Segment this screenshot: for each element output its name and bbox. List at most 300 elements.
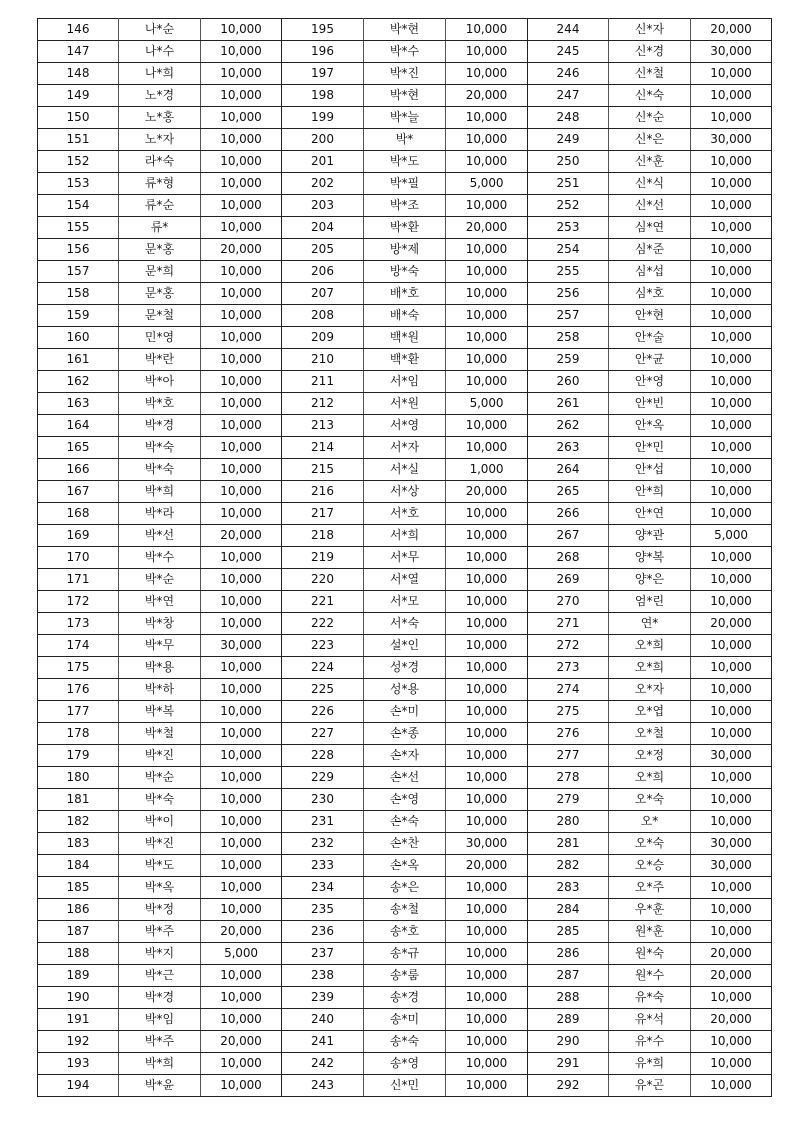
donation-amount-cell: 10,000 (201, 415, 282, 437)
entry-number-cell: 194 (38, 1075, 119, 1097)
entry-number-cell: 284 (528, 899, 609, 921)
entry-number-cell: 274 (528, 679, 609, 701)
entry-number-cell: 270 (528, 591, 609, 613)
donation-amount-cell: 5,000 (201, 943, 282, 965)
entry-number-cell: 181 (38, 789, 119, 811)
table-row (38, 85, 772, 107)
donor-name-cell: 안*현 (609, 305, 691, 327)
donation-amount-cell: 10,000 (691, 767, 772, 789)
entry-number-cell: 291 (528, 1053, 609, 1075)
donor-name-cell: 박*호 (119, 393, 201, 415)
entry-number-cell: 233 (282, 855, 364, 877)
donor-name-cell: 오*자 (609, 679, 691, 701)
entry-number-cell: 289 (528, 1009, 609, 1031)
donation-amount-cell: 20,000 (691, 19, 772, 41)
donation-amount-cell: 10,000 (446, 525, 528, 547)
entry-number-cell: 231 (282, 811, 364, 833)
donation-amount-cell: 20,000 (446, 85, 528, 107)
donor-name-cell: 박*아 (119, 371, 201, 393)
donation-amount-cell: 10,000 (201, 547, 282, 569)
donor-name-cell: 신*선 (609, 195, 691, 217)
donor-name-cell: 신*철 (609, 63, 691, 85)
entry-number-cell: 158 (38, 283, 119, 305)
donor-name-cell: 오*주 (609, 877, 691, 899)
donor-name-cell: 송*은 (364, 877, 446, 899)
donor-name-cell: 박*수 (119, 547, 201, 569)
donor-name-cell: 박*필 (364, 173, 446, 195)
entry-number-cell: 170 (38, 547, 119, 569)
donation-amount-cell: 10,000 (201, 899, 282, 921)
donation-amount-cell: 10,000 (201, 745, 282, 767)
donation-amount-cell: 10,000 (201, 305, 282, 327)
donation-amount-cell: 10,000 (691, 987, 772, 1009)
table-row (38, 877, 772, 899)
donor-name-cell: 설*인 (364, 635, 446, 657)
entry-number-cell: 250 (528, 151, 609, 173)
table-row (38, 393, 772, 415)
donor-name-cell: 손*숙 (364, 811, 446, 833)
donor-name-cell: 박* (364, 129, 446, 151)
entry-number-cell: 190 (38, 987, 119, 1009)
donation-amount-cell: 20,000 (201, 921, 282, 943)
table-row (38, 1031, 772, 1053)
donor-name-cell: 안*균 (609, 349, 691, 371)
donor-name-cell: 신*자 (609, 19, 691, 41)
donation-amount-cell: 10,000 (446, 415, 528, 437)
donation-amount-cell: 10,000 (446, 547, 528, 569)
donation-amount-cell: 10,000 (691, 723, 772, 745)
entry-number-cell: 266 (528, 503, 609, 525)
entry-number-cell: 198 (282, 85, 364, 107)
donation-amount-cell: 10,000 (446, 767, 528, 789)
entry-number-cell: 182 (38, 811, 119, 833)
donation-amount-cell: 1,000 (446, 459, 528, 481)
donor-name-cell: 박*도 (364, 151, 446, 173)
donor-name-cell: 서*임 (364, 371, 446, 393)
donor-name-cell: 박*순 (119, 569, 201, 591)
table-row (38, 63, 772, 85)
donor-name-cell: 백*환 (364, 349, 446, 371)
donor-name-cell: 송*숙 (364, 1031, 446, 1053)
entry-number-cell: 173 (38, 613, 119, 635)
donation-amount-cell: 10,000 (446, 327, 528, 349)
donor-name-cell: 박*진 (364, 63, 446, 85)
donation-amount-cell: 10,000 (201, 1075, 282, 1097)
donor-name-cell: 서*자 (364, 437, 446, 459)
donor-name-cell: 신*경 (609, 41, 691, 63)
donation-amount-cell: 10,000 (691, 591, 772, 613)
donation-amount-cell: 30,000 (691, 41, 772, 63)
entry-number-cell: 235 (282, 899, 364, 921)
donor-name-cell: 오*철 (609, 723, 691, 745)
donation-amount-cell: 10,000 (691, 1031, 772, 1053)
entry-number-cell: 247 (528, 85, 609, 107)
donor-name-cell: 연* (609, 613, 691, 635)
entry-number-cell: 179 (38, 745, 119, 767)
donation-amount-cell: 10,000 (201, 679, 282, 701)
donation-amount-cell: 10,000 (446, 1053, 528, 1075)
donation-amount-cell: 10,000 (691, 371, 772, 393)
entry-number-cell: 154 (38, 195, 119, 217)
donor-name-cell: 안*빈 (609, 393, 691, 415)
entry-number-cell: 227 (282, 723, 364, 745)
donation-amount-cell: 10,000 (446, 943, 528, 965)
donation-amount-cell: 30,000 (201, 635, 282, 657)
table-row (38, 415, 772, 437)
donor-name-cell: 서*열 (364, 569, 446, 591)
entry-number-cell: 259 (528, 349, 609, 371)
donor-name-cell: 양*복 (609, 547, 691, 569)
entry-number-cell: 287 (528, 965, 609, 987)
donation-amount-cell: 10,000 (691, 701, 772, 723)
donor-name-cell: 박*진 (119, 833, 201, 855)
entry-number-cell: 155 (38, 217, 119, 239)
donor-name-cell: 방*제 (364, 239, 446, 261)
donor-name-cell: 서*모 (364, 591, 446, 613)
donation-amount-cell: 10,000 (446, 591, 528, 613)
donor-name-cell: 박*창 (119, 613, 201, 635)
entry-number-cell: 208 (282, 305, 364, 327)
entry-number-cell: 252 (528, 195, 609, 217)
entry-number-cell: 286 (528, 943, 609, 965)
donor-name-cell: 박*수 (364, 41, 446, 63)
donor-name-cell: 유*곤 (609, 1075, 691, 1097)
donor-name-cell: 오*엽 (609, 701, 691, 723)
donation-amount-cell: 10,000 (201, 481, 282, 503)
donor-name-cell: 서*호 (364, 503, 446, 525)
entry-number-cell: 267 (528, 525, 609, 547)
donation-amount-cell: 10,000 (201, 855, 282, 877)
donation-amount-cell: 10,000 (201, 195, 282, 217)
donor-name-cell: 서*숙 (364, 613, 446, 635)
donation-amount-cell: 10,000 (691, 811, 772, 833)
donor-name-cell: 엄*린 (609, 591, 691, 613)
donor-name-cell: 류*형 (119, 173, 201, 195)
donation-amount-cell: 10,000 (691, 261, 772, 283)
donor-name-cell: 류*순 (119, 195, 201, 217)
donor-name-cell: 안*연 (609, 503, 691, 525)
table-row (38, 173, 772, 195)
donation-amount-cell: 10,000 (201, 129, 282, 151)
entry-number-cell: 214 (282, 437, 364, 459)
donor-name-cell: 박*옥 (119, 877, 201, 899)
donor-name-cell: 박*선 (119, 525, 201, 547)
donor-name-cell: 송*호 (364, 921, 446, 943)
donor-name-cell: 신*훈 (609, 151, 691, 173)
donor-name-cell: 백*원 (364, 327, 446, 349)
entry-number-cell: 221 (282, 591, 364, 613)
table-row (38, 107, 772, 129)
donor-name-cell: 송*미 (364, 1009, 446, 1031)
donation-amount-cell: 10,000 (446, 371, 528, 393)
donation-amount-cell: 10,000 (691, 1053, 772, 1075)
entry-number-cell: 245 (528, 41, 609, 63)
donor-name-cell: 박*윤 (119, 1075, 201, 1097)
entry-number-cell: 206 (282, 261, 364, 283)
table-row (38, 327, 772, 349)
entry-number-cell: 164 (38, 415, 119, 437)
entry-number-cell: 241 (282, 1031, 364, 1053)
entry-number-cell: 209 (282, 327, 364, 349)
table-row (38, 239, 772, 261)
entry-number-cell: 226 (282, 701, 364, 723)
entry-number-cell: 186 (38, 899, 119, 921)
donation-amount-cell: 10,000 (691, 437, 772, 459)
donor-name-cell: 박*숙 (119, 789, 201, 811)
donation-amount-cell: 10,000 (201, 833, 282, 855)
donation-amount-cell: 20,000 (446, 855, 528, 877)
donation-amount-cell: 30,000 (691, 745, 772, 767)
donor-name-cell: 박*임 (119, 1009, 201, 1031)
donation-amount-cell: 10,000 (691, 173, 772, 195)
table-row (38, 987, 772, 1009)
entry-number-cell: 238 (282, 965, 364, 987)
entry-number-cell: 188 (38, 943, 119, 965)
donation-amount-cell: 10,000 (446, 437, 528, 459)
entry-number-cell: 246 (528, 63, 609, 85)
entry-number-cell: 249 (528, 129, 609, 151)
table-row (38, 481, 772, 503)
donor-name-cell: 민*영 (119, 327, 201, 349)
donation-amount-cell: 10,000 (446, 745, 528, 767)
donation-amount-cell: 10,000 (691, 217, 772, 239)
donor-name-cell: 박*진 (119, 745, 201, 767)
donation-amount-cell: 10,000 (446, 151, 528, 173)
table-row (38, 855, 772, 877)
donor-name-cell: 박*환 (364, 217, 446, 239)
donor-name-cell: 오* (609, 811, 691, 833)
entry-number-cell: 200 (282, 129, 364, 151)
table-row (38, 547, 772, 569)
donation-amount-cell: 10,000 (201, 371, 282, 393)
donation-amount-cell: 10,000 (201, 789, 282, 811)
donation-amount-cell: 10,000 (201, 173, 282, 195)
donor-name-cell: 박*도 (119, 855, 201, 877)
donation-amount-cell: 10,000 (201, 701, 282, 723)
entry-number-cell: 177 (38, 701, 119, 723)
donor-name-cell: 박*근 (119, 965, 201, 987)
donor-name-cell: 문*홍 (119, 239, 201, 261)
donor-name-cell: 서*상 (364, 481, 446, 503)
donation-amount-cell: 10,000 (446, 987, 528, 1009)
donation-amount-cell: 10,000 (446, 811, 528, 833)
donor-name-cell: 성*용 (364, 679, 446, 701)
donor-name-cell: 박*정 (119, 899, 201, 921)
donor-name-cell: 박*조 (364, 195, 446, 217)
entry-number-cell: 234 (282, 877, 364, 899)
entry-number-cell: 174 (38, 635, 119, 657)
entry-number-cell: 196 (282, 41, 364, 63)
entry-number-cell: 160 (38, 327, 119, 349)
table-row (38, 613, 772, 635)
entry-number-cell: 185 (38, 877, 119, 899)
entry-number-cell: 230 (282, 789, 364, 811)
entry-number-cell: 220 (282, 569, 364, 591)
donor-name-cell: 신*은 (609, 129, 691, 151)
entry-number-cell: 151 (38, 129, 119, 151)
donor-name-cell: 박*하 (119, 679, 201, 701)
entry-number-cell: 216 (282, 481, 364, 503)
donor-name-cell: 신*민 (364, 1075, 446, 1097)
entry-number-cell: 153 (38, 173, 119, 195)
entry-number-cell: 203 (282, 195, 364, 217)
donor-name-cell: 심*연 (609, 217, 691, 239)
donation-amount-cell: 10,000 (446, 877, 528, 899)
table-row (38, 261, 772, 283)
donation-amount-cell: 10,000 (201, 349, 282, 371)
donor-name-cell: 성*경 (364, 657, 446, 679)
table-row (38, 745, 772, 767)
entry-number-cell: 197 (282, 63, 364, 85)
donation-amount-cell: 10,000 (201, 327, 282, 349)
table-row (38, 569, 772, 591)
entry-number-cell: 290 (528, 1031, 609, 1053)
donation-amount-cell: 5,000 (446, 393, 528, 415)
donor-name-cell: 박*연 (119, 591, 201, 613)
entry-number-cell: 277 (528, 745, 609, 767)
donor-name-cell: 심*섭 (609, 261, 691, 283)
entry-number-cell: 255 (528, 261, 609, 283)
donation-amount-cell: 10,000 (691, 679, 772, 701)
table-row (38, 459, 772, 481)
entry-number-cell: 219 (282, 547, 364, 569)
entry-number-cell: 202 (282, 173, 364, 195)
donor-name-cell: 원*훈 (609, 921, 691, 943)
donor-name-cell: 유*수 (609, 1031, 691, 1053)
donor-name-cell: 유*석 (609, 1009, 691, 1031)
donation-amount-cell: 10,000 (691, 503, 772, 525)
donor-table (37, 18, 772, 1097)
donation-amount-cell: 10,000 (201, 437, 282, 459)
entry-number-cell: 180 (38, 767, 119, 789)
entry-number-cell: 199 (282, 107, 364, 129)
table-row (38, 657, 772, 679)
table-row (38, 437, 772, 459)
donation-amount-cell: 30,000 (691, 129, 772, 151)
donor-name-cell: 서*희 (364, 525, 446, 547)
donor-name-cell: 류* (119, 217, 201, 239)
donor-name-cell: 박*란 (119, 349, 201, 371)
donor-name-cell: 안*희 (609, 481, 691, 503)
donation-amount-cell: 10,000 (691, 349, 772, 371)
donation-amount-cell: 10,000 (201, 85, 282, 107)
donor-name-cell: 박*복 (119, 701, 201, 723)
donor-name-cell: 안*영 (609, 371, 691, 393)
donor-name-cell: 나*순 (119, 19, 201, 41)
entry-number-cell: 275 (528, 701, 609, 723)
table-row (38, 305, 772, 327)
donor-name-cell: 박*늘 (364, 107, 446, 129)
donation-amount-cell: 10,000 (691, 85, 772, 107)
table-row (38, 591, 772, 613)
donor-name-cell: 박*라 (119, 503, 201, 525)
donor-name-cell: 노*경 (119, 85, 201, 107)
table-row (38, 811, 772, 833)
donation-amount-cell: 10,000 (691, 415, 772, 437)
donation-amount-cell: 10,000 (691, 1075, 772, 1097)
table-row (38, 833, 772, 855)
donor-name-cell: 박*주 (119, 921, 201, 943)
donor-name-cell: 문*홍 (119, 283, 201, 305)
donation-amount-cell: 10,000 (691, 481, 772, 503)
entry-number-cell: 225 (282, 679, 364, 701)
donor-name-cell: 오*승 (609, 855, 691, 877)
donation-amount-cell: 10,000 (691, 107, 772, 129)
table-row (38, 679, 772, 701)
entry-number-cell: 175 (38, 657, 119, 679)
entry-number-cell: 279 (528, 789, 609, 811)
entry-number-cell: 260 (528, 371, 609, 393)
donor-name-cell: 문*희 (119, 261, 201, 283)
entry-number-cell: 167 (38, 481, 119, 503)
donor-name-cell: 박*경 (119, 415, 201, 437)
donation-amount-cell: 10,000 (201, 1053, 282, 1075)
donation-amount-cell: 10,000 (201, 877, 282, 899)
donation-amount-cell: 10,000 (446, 261, 528, 283)
donor-name-cell: 나*수 (119, 41, 201, 63)
entry-number-cell: 253 (528, 217, 609, 239)
entry-number-cell: 244 (528, 19, 609, 41)
entry-number-cell: 282 (528, 855, 609, 877)
entry-number-cell: 273 (528, 657, 609, 679)
table-row (38, 525, 772, 547)
entry-number-cell: 269 (528, 569, 609, 591)
entry-number-cell: 248 (528, 107, 609, 129)
donor-name-cell: 유*희 (609, 1053, 691, 1075)
donor-name-cell: 양*관 (609, 525, 691, 547)
donor-name-cell: 원*숙 (609, 943, 691, 965)
donation-amount-cell: 10,000 (201, 107, 282, 129)
donor-name-cell: 안*옥 (609, 415, 691, 437)
donation-amount-cell: 10,000 (201, 63, 282, 85)
donor-name-cell: 박*무 (119, 635, 201, 657)
donation-amount-cell: 20,000 (201, 1031, 282, 1053)
donor-name-cell: 오*숙 (609, 833, 691, 855)
donor-name-cell: 오*숙 (609, 789, 691, 811)
table-row (38, 701, 772, 723)
donor-name-cell: 박*희 (119, 481, 201, 503)
entry-number-cell: 150 (38, 107, 119, 129)
table-row (38, 723, 772, 745)
entry-number-cell: 163 (38, 393, 119, 415)
donor-name-cell: 손*영 (364, 789, 446, 811)
donor-name-cell: 방*숙 (364, 261, 446, 283)
donation-amount-cell: 10,000 (446, 41, 528, 63)
entry-number-cell: 211 (282, 371, 364, 393)
donor-name-cell: 오*희 (609, 657, 691, 679)
entry-number-cell: 147 (38, 41, 119, 63)
table-row (38, 41, 772, 63)
entry-number-cell: 161 (38, 349, 119, 371)
entry-number-cell: 213 (282, 415, 364, 437)
donor-name-cell: 박*용 (119, 657, 201, 679)
donor-name-cell: 박*지 (119, 943, 201, 965)
donor-name-cell: 양*은 (609, 569, 691, 591)
donation-amount-cell: 10,000 (446, 503, 528, 525)
donation-amount-cell: 10,000 (446, 723, 528, 745)
donation-amount-cell: 30,000 (446, 833, 528, 855)
entry-number-cell: 148 (38, 63, 119, 85)
entry-number-cell: 183 (38, 833, 119, 855)
donor-name-cell: 오*희 (609, 635, 691, 657)
donor-name-cell: 신*숙 (609, 85, 691, 107)
donor-name-cell: 박*숙 (119, 459, 201, 481)
donor-name-cell: 송*영 (364, 1053, 446, 1075)
entry-number-cell: 191 (38, 1009, 119, 1031)
donor-name-cell: 노*자 (119, 129, 201, 151)
donation-amount-cell: 10,000 (201, 657, 282, 679)
entry-number-cell: 264 (528, 459, 609, 481)
